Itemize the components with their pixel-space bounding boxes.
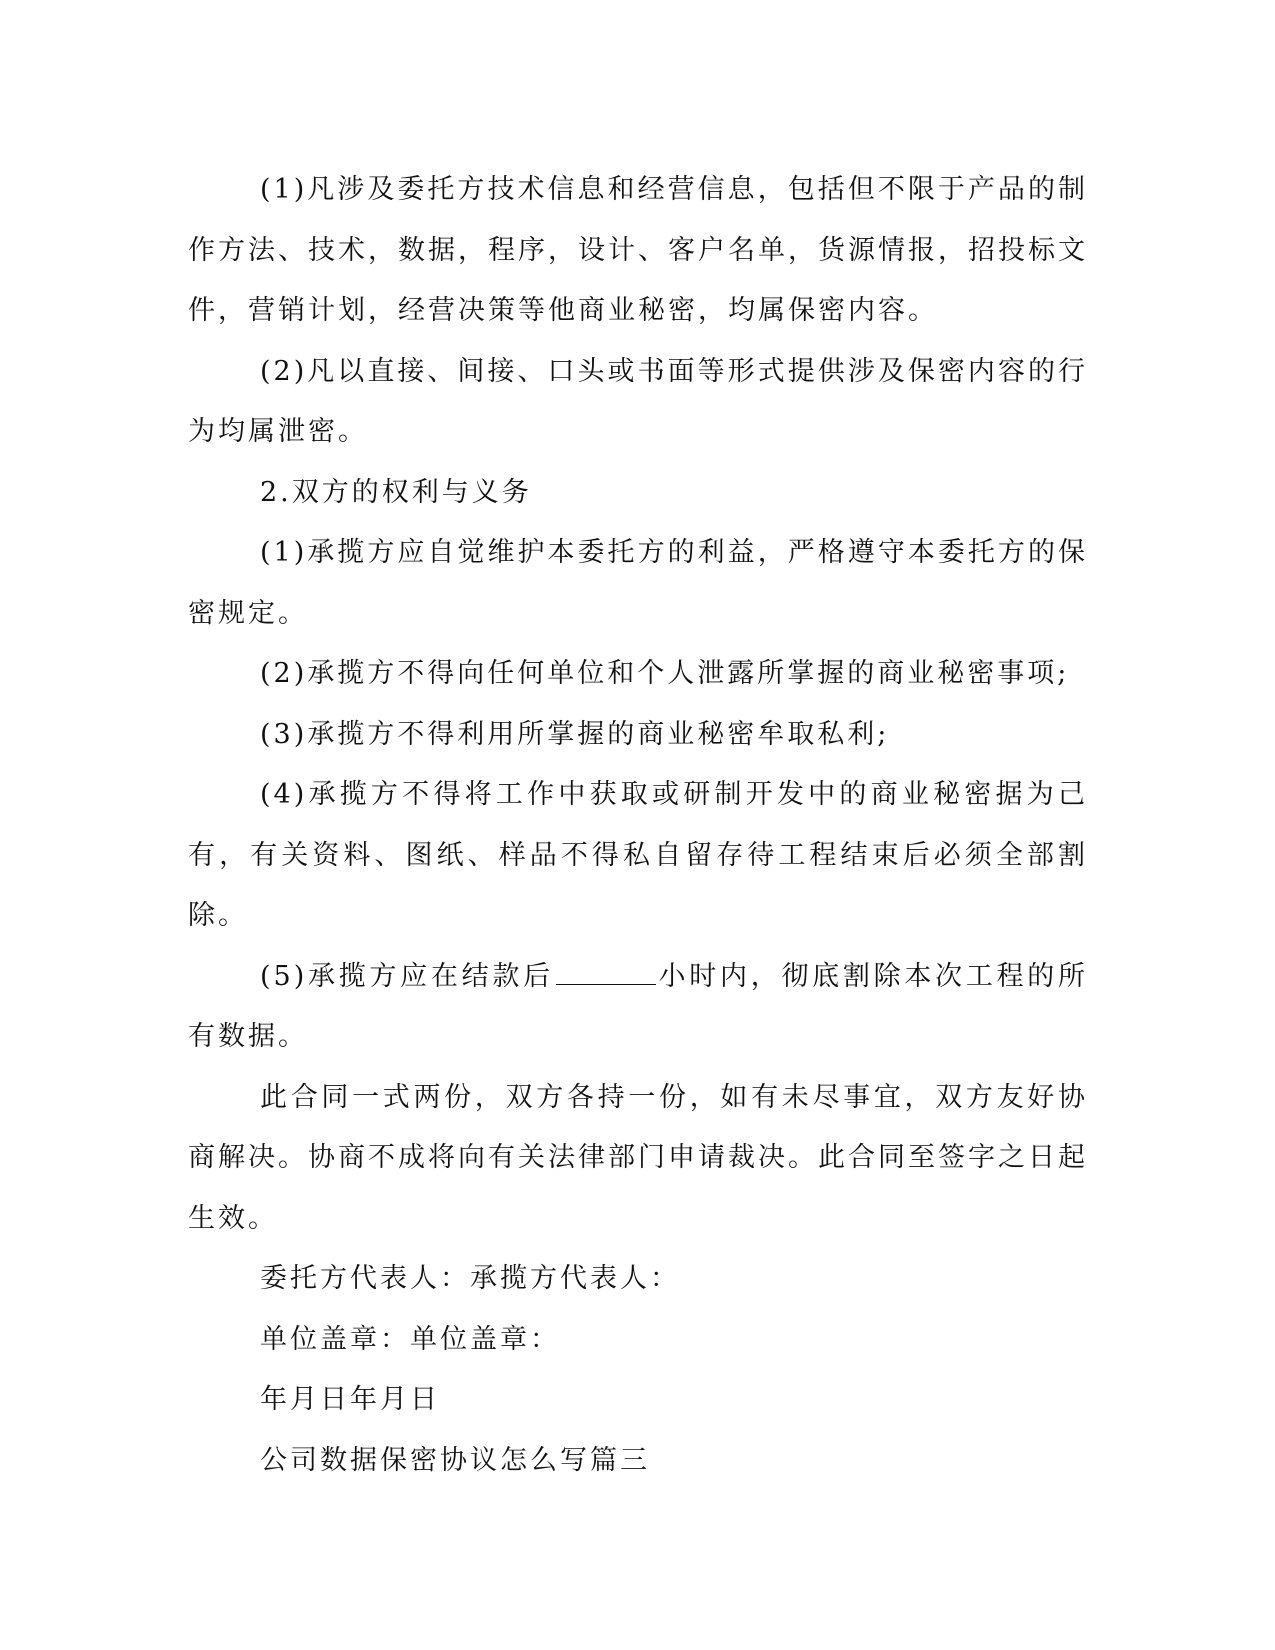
fill-in-blank-hours <box>556 962 656 985</box>
paragraph-obligation-1: (1)承揽方应自觉维护本委托方的利益，严格遵守本委托方的保密规定。 <box>188 537 1088 629</box>
paragraph-contract-copies: 此合同一式两份，双方各持一份，如有未尽事宜，双方友好协商解决。协商不成将向有关法律部门申请裁决。此合同至签字之日起生效。 <box>188 1081 1088 1234</box>
document-body <box>188 160 1088 1491</box>
signature-dates: 年月日年月日 <box>260 1384 440 1415</box>
paragraph-leak-definition: (2)凡以直接、间接、口头或书面等形式提供涉及保密内容的行为均属泄密。 <box>188 355 1088 447</box>
signature-seals: 单位盖章：单位盖章： <box>260 1323 560 1355</box>
obligation-5-text-before: (5)承揽方应在结款后 <box>260 960 554 992</box>
paragraph-confidential-content: (1)凡涉及委托方技术信息和经营信息，包括但不限于产品的制作方法、技术，数据，程序，设计、客户名单，货源情报，招投标文件，营销计划，经营决策等他商业秘密，均属保密内容。 <box>188 174 1088 326</box>
paragraph-obligation-2: (2)承揽方不得向任何单位和个人泄露所掌握的商业秘密事项; <box>260 658 1070 689</box>
next-section-title: 公司数据保密协议怎么写篇三 <box>260 1444 650 1476</box>
paragraph-obligation-3: (3)承揽方不得利用所掌握的商业秘密牟取私利; <box>260 718 890 750</box>
obligation-5-text-after: 小时内，彻底割除本次工程的所有数据。 <box>188 960 1089 1052</box>
paragraph-obligation-5 <box>188 947 1088 1068</box>
signature-representatives: 委托方代表人：承揽方代表人： <box>260 1263 680 1294</box>
section-heading-rights-obligations: 2.双方的权利与义务 <box>260 476 532 508</box>
paragraph-obligation-4: (4)承揽方不得将工作中获取或研制开发中的商业秘密据为己有，有关资料、图纸、样品不得私自留存待工程结束后必须全部割除。 <box>188 779 1088 931</box>
